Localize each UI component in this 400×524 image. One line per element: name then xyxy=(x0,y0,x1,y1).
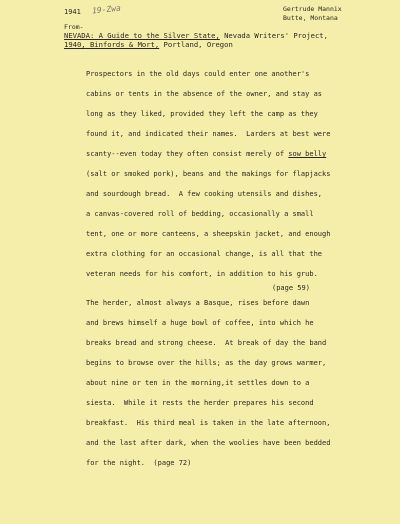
source-publisher: Nevada Writers' Project, xyxy=(219,31,328,40)
paragraph-line: breaks bread and strong cheese. At break of day the band xyxy=(86,339,327,347)
from-label: From- xyxy=(64,23,84,31)
paragraph-line: found it, and indicated their names. Larders at best were xyxy=(86,130,331,138)
author-name: Gertrude Mannix xyxy=(283,5,342,13)
year-label: 1941 xyxy=(64,8,81,16)
page-reference-1: (page 59) xyxy=(272,284,310,292)
paragraph-line: long as they liked, provided they left the camp as they xyxy=(86,110,318,118)
source-line-1 xyxy=(64,31,394,40)
paragraph-line: breakfast. His third meal is taken in the late afternoon, xyxy=(86,419,331,427)
author-block xyxy=(283,5,342,23)
paragraph-line: veteran needs for his comfort, in addition to his grub. xyxy=(86,270,318,278)
paragraph-line: a canvas-covered roll of bedding, occasionally a small xyxy=(86,210,314,218)
paragraph-line: extra clothing for an occasional change, is all that the xyxy=(86,250,323,258)
source-press: Binfords & Mort, xyxy=(85,40,160,49)
paragraph-line: and the last after dark, when the woolies have been bedded xyxy=(86,439,331,447)
paragraph-line: siesta. While it rests the herder prepares his second xyxy=(86,399,314,407)
paragraph-line: Prospectors in the old days could enter one another's xyxy=(86,70,310,78)
author-place: Butte, Montana xyxy=(283,14,338,22)
paragraph-line: for the night. (page 72) xyxy=(86,459,192,467)
paragraph-line: begins to browse over the hills; as the day grows warmer, xyxy=(86,359,327,367)
paragraph-line: (salt or smoked pork), beans and the makings for flapjacks xyxy=(86,170,331,178)
paragraph-line: cabins or tents in the absence of the owner, and stay as xyxy=(86,90,323,98)
paragraph-1 xyxy=(86,64,396,284)
paragraph-line xyxy=(86,144,396,164)
source-location: Portland, Oregon xyxy=(159,40,233,49)
underlined-term: sow belly xyxy=(288,150,327,158)
source-year: 1940, xyxy=(64,40,86,49)
paragraph-line: and sourdough bread. A few cooking utensils and dishes, xyxy=(86,190,323,198)
paragraph-line: and brews himself a huge bowl of coffee, into which he xyxy=(86,319,314,327)
paragraph-line: tent, one or more canteens, a sheepskin jacket, and enough xyxy=(86,230,331,238)
source-line-2 xyxy=(64,40,394,49)
source-citation xyxy=(64,31,394,49)
paragraph-line: about nine or ten in the morning,it settles down to a xyxy=(86,379,310,387)
line-text: scanty--even today they often consist merely of xyxy=(86,150,289,158)
paragraph-line: The herder, almost always a Basque, rises before dawn xyxy=(86,299,310,307)
handwritten-note: 19-Zwa xyxy=(91,3,122,16)
source-title: NEVADA: A Guide to the Silver State, xyxy=(64,31,220,40)
paragraph-2 xyxy=(86,293,396,473)
